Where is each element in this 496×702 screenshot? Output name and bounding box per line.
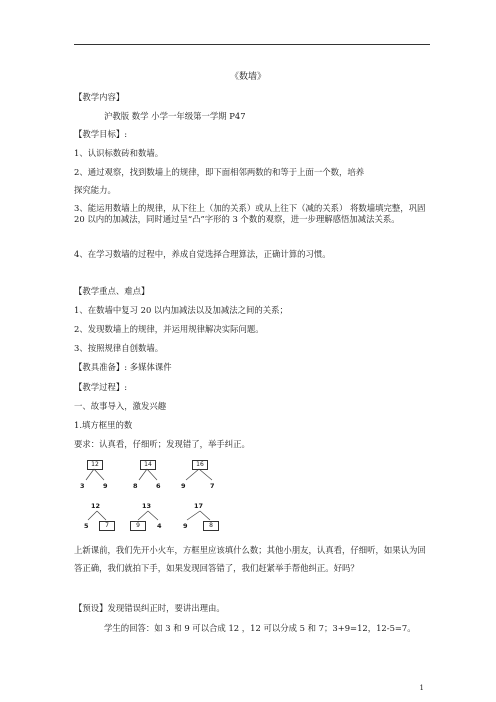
- goal-4: 4、在学习数墙的过程中，养成自觉选择合理算法，正确计算的习惯。: [74, 249, 331, 259]
- goal-2b: 探究能力。: [74, 185, 116, 195]
- goal-2a: 2、通过观察，找到数墙上的规律，即下面相邻两数的和等于上面一个数，培养: [74, 167, 365, 177]
- wall-2-top: 14: [140, 460, 156, 470]
- student-answer: 学生的回答：如 3 和 9 可以合成 12 ，12 可以分成 5 和 7；3+9=12，12-5=7。: [104, 623, 416, 633]
- wall-3-top: 16: [192, 460, 208, 470]
- step-1-1: 1.填方框里的数: [74, 420, 133, 430]
- page-number: 1: [419, 684, 424, 692]
- wall-1-right: 9: [103, 482, 108, 490]
- content-text: 沪教版 数学 小学一年级第一学期 P47: [104, 111, 246, 121]
- wall-5-left: 9: [130, 521, 146, 531]
- step-1: 一、故事导入，激发兴趣: [74, 401, 167, 411]
- wall-6-top: 17: [194, 502, 204, 510]
- requirement: 要求：认真看，仔细听；发现错了，举手纠正。: [74, 439, 250, 449]
- wall-3-left: 9: [181, 482, 186, 490]
- wall-5-top: 13: [142, 502, 152, 510]
- wall-2-right: 6: [156, 482, 161, 490]
- header-rule: [74, 44, 430, 45]
- wall-4-right: 7: [99, 521, 115, 531]
- wall-1-top: 12: [87, 460, 103, 470]
- preset-line: 【预设】发现错误纠正时，要讲出理由。: [74, 603, 225, 613]
- page-title: 《数墙》: [229, 72, 266, 82]
- wall-5-right: 4: [157, 522, 162, 530]
- goal-heading: 【教学目标】:: [74, 129, 128, 139]
- key-1: 1、在数墙中复习 20 以内加减法以及加减法之间的关系；: [74, 305, 288, 315]
- key-3: 3、按照规律自创数墙。: [74, 343, 164, 353]
- goal-1: 1、认识标数砖和数墙。: [74, 148, 164, 158]
- wall-4-left: 5: [84, 522, 89, 530]
- paragraph-1: 上新课前，我们先开小火车，方框里应该填什么数；其他小朋友，认真看，仔细听，如果认为回答正确，我们就拍下手，如果发现回答错了，我们赶紧举手帮他纠正。好吗？: [74, 545, 426, 573]
- wall-3-right: 7: [210, 482, 215, 490]
- wall-6-left: 9: [183, 522, 188, 530]
- key-2: 2、发现数墙上的规律，并运用规律解决实际问题。: [74, 324, 264, 334]
- process-heading: 【教学过程】:: [74, 382, 128, 392]
- goal-3: 3、能运用数墙上的规律，从下往上（加的关系）或从上往下（减的关系） 将数墙填完整，巩固 20 以内的加减法，同时通过呈“凸”字形的 3 个数的观察，进一步理解感悟加减法关系。: [74, 203, 426, 224]
- content-heading: 【教学内容】: [74, 92, 125, 102]
- wall-1-left: 3: [80, 482, 85, 490]
- wall-4-top: 12: [91, 502, 101, 510]
- key-heading: 【教学重点、难点】: [74, 286, 150, 296]
- prep-line: 【教具准备】: 多媒体课件: [74, 362, 172, 372]
- wall-6-right: 8: [203, 521, 219, 531]
- wall-2-left: 8: [133, 482, 138, 490]
